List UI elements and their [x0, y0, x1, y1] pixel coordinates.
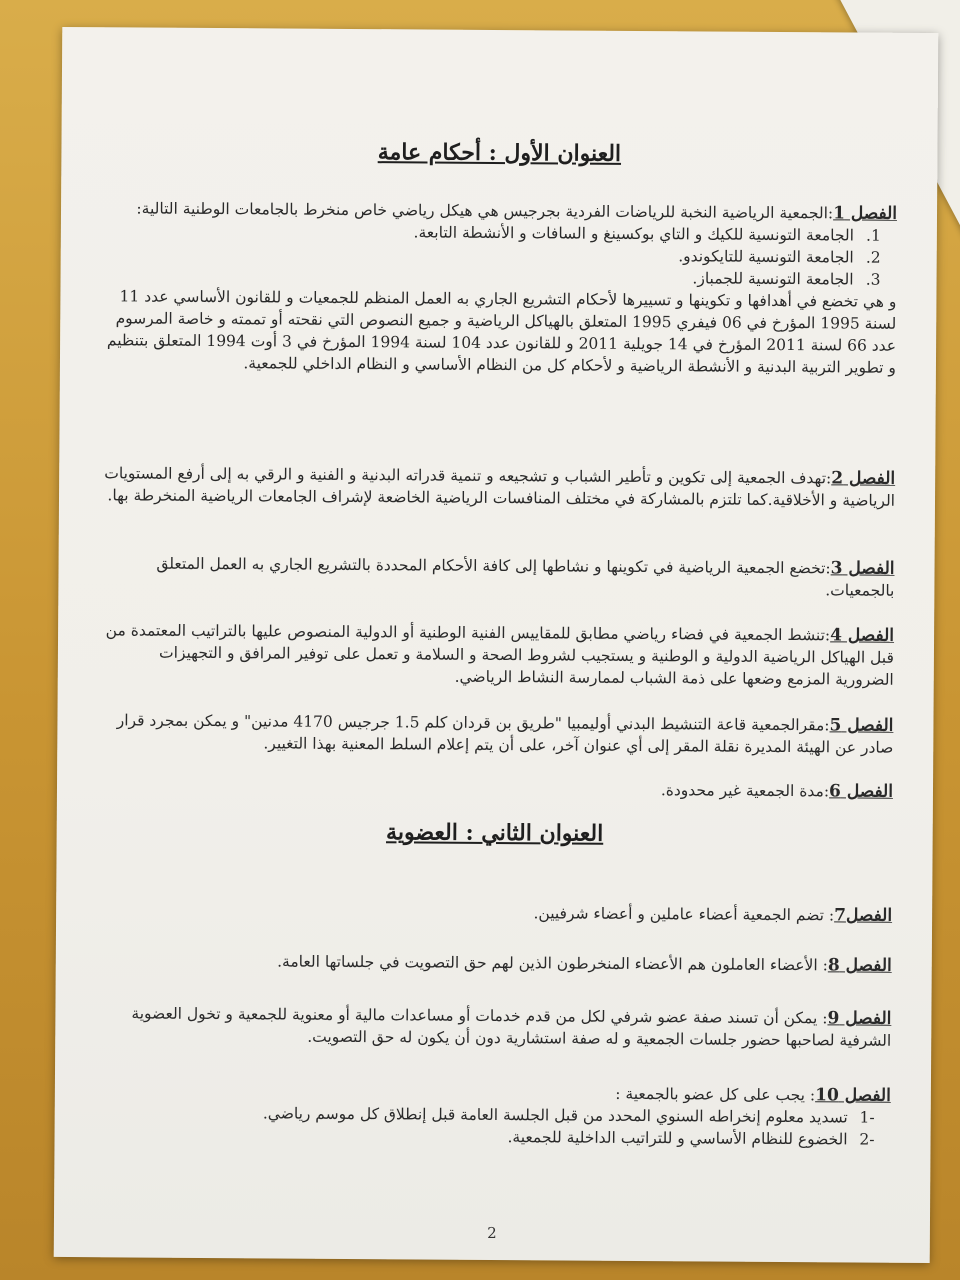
item-number: -2: [859, 1130, 875, 1149]
item-number: -1: [859, 1108, 875, 1127]
chapter-label: الفصل 4: [830, 625, 895, 646]
chapter-text: :تنشط الجمعية في فضاء رياضي مطابق للمقاييس الفنية الوطنية أو الدولية المنصوص عليها بالتراتيب المعتمدة من قبل الهياكل الرياضية الدولية و الوطنية و يستجيب لشروط الصحة و السلامة و تعمل على توفير المرافق و التجهيزات الضرورية المزمع وضعها على ذمة الشباب لممارسة النشاط الرياضي.: [105, 621, 894, 689]
section-title-general: العنوان الأول : أحكام عامة: [377, 139, 622, 167]
chapter-label: الفصل 5: [829, 715, 894, 736]
list-item: [94, 1123, 874, 1150]
chapter-label: الفصل 10: [815, 1085, 891, 1106]
item-number: 1.: [865, 226, 881, 245]
page-number: 2: [487, 1223, 497, 1243]
item-text: تسديد معلوم إنخراطه السنوي المحدد من قبل الجلسة العامة قبل إنطلاق كل موسم رياضي.: [262, 1104, 848, 1127]
page-content: [94, 27, 899, 1263]
chapter-label: الفصل 1: [833, 203, 898, 224]
chapter-text-continued: و هي تخضع في أهدافها و تكوينها و تسييرها لأحكام التشريع الجاري به العمل المنظم للجمعيات و للقانون الأساسي عدد 11 لسنة 1995 المؤرخ في 06 فيفري 1995 المتعلق بالهياكل الرياضية و جميع النصوص التي نقحته أو تممته و خاصة المرسوم عدد 66 لسنة 2011 المؤرخ في 14 جويلية 2011 و للقانون عدد 104 لسنة 1994 المؤرخ في 3 أوت 1994 المتعلق بتنظيم و تطوير التربية البدنية و الأنشطة الرياضية و لأحكام كل من النظام الأساسي و النظام الداخلي للجمعية.: [106, 287, 897, 377]
chapter-text: : يجب على كل عضو بالجمعية :: [615, 1084, 816, 1105]
obligations-list: [94, 1101, 890, 1151]
chapter-text: :مقرالجمعية قاعة التنشيط البدني أوليمبيا "طريق بن قردان كلم 1.5 جرجيس 4170 مدنين" و يمكن بمجرد قرار صادر عن الهيئة المديرة نقلة المقر إلى أي عنوان آخر، على أن يتم إعلام السلط المعنية بهذا التغيير.: [116, 711, 894, 757]
chapter-5: [97, 709, 893, 759]
item-text: الجامعة التونسية للكيك و التاي بوكسينغ و السافات و الأنشطة التابعة.: [413, 223, 854, 245]
chapter-label: الفصل7: [834, 905, 893, 926]
chapter-4: [98, 619, 894, 691]
chapter-text: :مدة الجمعية غير محدودة.: [660, 781, 830, 801]
item-number: 3.: [865, 270, 881, 289]
section-title-membership: العنوان الثاني : العضوية: [385, 819, 604, 847]
chapter-text: : تضم الجمعية أعضاء عاملين و أعضاء شرفيين.: [533, 904, 835, 925]
item-text: الجامعة التونسية للجمباز.: [692, 269, 854, 289]
chapter-10: [94, 1079, 890, 1151]
document-page: [54, 27, 939, 1263]
chapter-label: الفصل 9: [827, 1008, 892, 1029]
chapter-1: [100, 197, 897, 379]
chapter-8: [96, 949, 892, 977]
chapter-9: [95, 1002, 891, 1052]
chapter-label: الفصل 3: [830, 558, 895, 579]
chapter-text: :تخضع الجمعية الرياضية في تكوينها و نشاطها إلى كافة الأحكام المحددة بالتشريع الجاري به العمل المتعلق بالجمعيات.: [156, 554, 895, 600]
chapter-label: الفصل 2: [831, 468, 896, 489]
chapter-text: :تهدف الجمعية إلى تكوين و تأطير الشباب و تشجيعه و تنمية قدراته البدنية و الفنية و الرقي به إلى أرفع المستويات الرياضية و الأخلاقية.كما تلتزم بالمشاركة في مختلف المنافسات الرياضية الخاضعة لإشراف الجامعات الرياضية المنخرطة بها.: [104, 464, 896, 510]
item-number: 2.: [865, 248, 881, 267]
chapter-2: [99, 462, 895, 512]
chapter-text: :الجمعية الرياضية النخبة للرياضات الفردية بجرجيس هي هيكل رياضي خاص منخرط بالجامعات الوطنية التالية:: [136, 199, 834, 223]
chapter-7: [96, 899, 892, 927]
chapter-text: : يمكن أن تسند صفة عضو شرفي لكل من قدم خدمات أو مساعدات مالية أو معنوية للجمعية و تخول العضوية الشرفية لصاحبها حضور جلسات الجمعية و له صفة استشارية دون أن يكون له حق التصويت.: [131, 1004, 892, 1050]
chapter-label: الفصل 8: [827, 955, 892, 976]
federation-list: [101, 219, 897, 291]
chapter-text: : الأعضاء العاملون هم الأعضاء المنخرطون الذين لهم حق التصويت في جلساتها العامة.: [277, 952, 828, 975]
item-text: الخضوع للنظام الأساسي و للتراتيب الداخلية للجمعية.: [507, 1128, 848, 1149]
chapter-6: [97, 775, 893, 803]
chapter-3: [98, 552, 894, 602]
item-text: الجامعة التونسية للتايكوندو.: [678, 247, 854, 267]
chapter-label: الفصل 6: [829, 781, 894, 802]
